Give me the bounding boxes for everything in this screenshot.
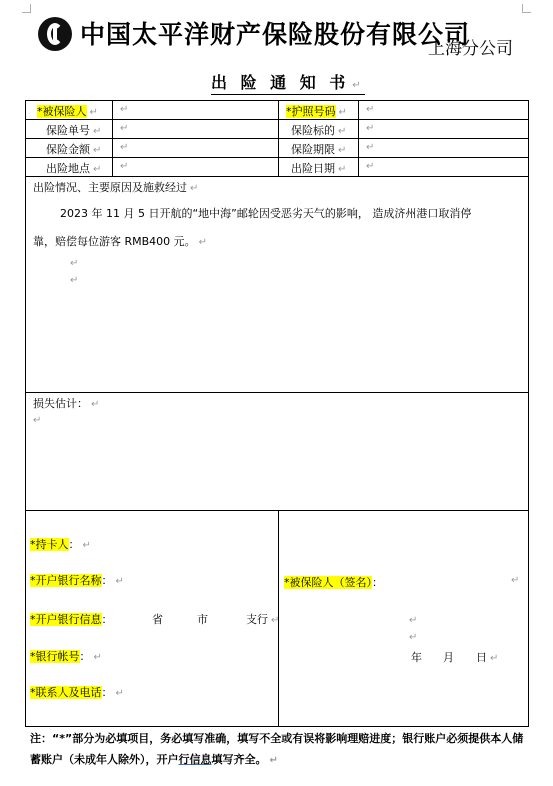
- bank-info-link: 行信息: [178, 753, 212, 766]
- insured-signature-field[interactable]: *被保险人（签名）：: [284, 576, 383, 589]
- bank-name-field[interactable]: *开户银行名称： ↵: [30, 574, 124, 587]
- insured-label: *被保险人 ↵: [37, 105, 98, 118]
- incident-blank-line2: ↵: [70, 275, 79, 286]
- signature-blank-top: ↵: [511, 575, 520, 586]
- sign-month-label: 月: [443, 651, 454, 664]
- branch-name: 上海分公司: [428, 39, 513, 59]
- company-name: 中国太平洋财产保险股份有限公司: [80, 20, 471, 49]
- incident-description-line2[interactable]: 靠，赔偿每位游客 RMB400 元。 ↵: [33, 235, 208, 248]
- incident-description-line1[interactable]: 2023 年 11 月 5 日开航的“地中海”邮轮因受恶劣天气的影响， 造成济州港口取消停: [60, 207, 472, 220]
- sign-day-label: 日 ↵: [476, 651, 499, 664]
- loss-date-label: 出险日期 ↵: [291, 162, 347, 175]
- loss-location-field[interactable]: ↵: [120, 161, 129, 172]
- sum-insured-field[interactable]: ↵: [120, 142, 129, 153]
- insured-subject-label: 保险标的 ↵: [291, 124, 347, 137]
- cardholder-field[interactable]: *持卡人： ↵: [30, 538, 91, 551]
- loss-estimate-field[interactable]: ↵: [33, 415, 42, 426]
- contact-field[interactable]: *联系人及电话： ↵: [30, 686, 124, 699]
- policy-period-label: 保险期限 ↵: [291, 143, 347, 156]
- cpic-logo: [38, 17, 72, 51]
- passport-field[interactable]: ↵: [366, 104, 375, 115]
- signature-blank-2: ↵: [409, 632, 418, 643]
- bank-city-label: 市: [197, 613, 208, 626]
- passport-label: *护照号码 ↵: [286, 105, 347, 118]
- incident-blank-line1: ↵: [70, 258, 79, 269]
- loss-date-field[interactable]: ↵: [366, 161, 375, 172]
- sign-year-label: 年: [411, 651, 422, 664]
- insured-field[interactable]: ↵: [120, 104, 129, 115]
- policy-number-label: 保险单号 ↵: [46, 124, 102, 137]
- bank-province-label: 省: [152, 613, 163, 626]
- incident-heading: 出险情况、主要原因及施救经过 ↵: [33, 181, 199, 194]
- insured-subject-field[interactable]: ↵: [366, 123, 375, 134]
- signature-blank-1: ↵: [409, 615, 418, 626]
- document-title: 出 险 通 知 书 ↵: [211, 70, 365, 95]
- policy-period-field[interactable]: ↵: [366, 142, 375, 153]
- bank-account-field[interactable]: *银行帐号： ↵: [30, 650, 102, 663]
- page-corner-top-left: [22, 4, 31, 13]
- bank-branch-label: 支行 ↵: [246, 613, 280, 626]
- sum-insured-label: 保险金额 ↵: [46, 143, 102, 156]
- bank-info-field[interactable]: *开户银行信息：: [30, 613, 113, 626]
- loss-location-label: 出险地点 ↵: [46, 162, 102, 175]
- loss-estimate-heading: 损失估计： ↵: [33, 397, 100, 410]
- footnote: 注：“*”部分为必填项目，务必填写准确，填写不全或有误将影响理赔进度；银行账户必须提供本人储蓄账户（未成年人除外），开户行信息填写齐全。 ↵: [30, 732, 524, 766]
- page-corner-top-right: [522, 4, 531, 13]
- policy-number-field[interactable]: ↵: [120, 123, 129, 134]
